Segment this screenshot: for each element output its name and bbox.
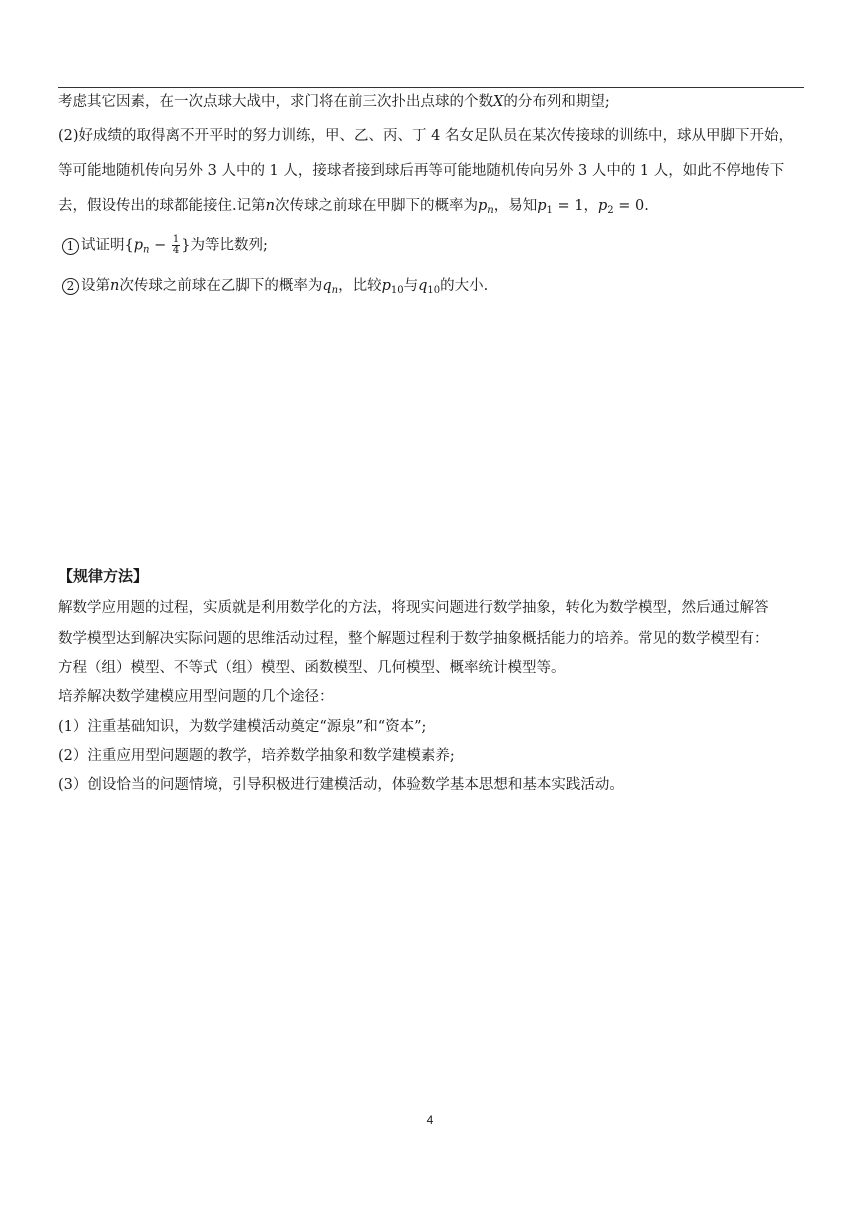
var-p: p	[381, 278, 391, 294]
method-item-2: (2）注重应用型问题题的教学，培养数学抽象和数学建模素养;	[58, 748, 455, 764]
var-x: X	[493, 94, 504, 110]
page-number: 4	[426, 1113, 434, 1127]
method-item-3: (3）创设恰当的问题情境，引导积极进行建模活动，体验数学基本思想和基本实践活动。	[58, 777, 624, 793]
header-rule	[58, 87, 804, 88]
problem-line-3: 等可能地随机传向另外 3 人中的 1 人，接球者接到球后再等可能地随机传向另外 3 人中的 1 人，如此不停地传下	[58, 163, 785, 179]
section-heading: 【规律方法】	[58, 567, 149, 585]
var-n: n	[265, 198, 275, 214]
text: 去，假设传出的球都能接住.记第	[58, 198, 266, 214]
value: = 1	[552, 198, 584, 214]
text: 的大小.	[440, 278, 489, 294]
subscript: n	[331, 285, 339, 296]
text: 次传球之前球在乙脚下的概率为	[119, 278, 323, 294]
var-q: q	[418, 278, 428, 294]
subscript: 10	[390, 285, 404, 296]
var-p: p	[477, 198, 488, 214]
subscript: 10	[427, 285, 441, 296]
var-p: p	[133, 237, 144, 254]
method-paragraph-line-3: 方程（组）模型、不等式（组）模型、函数模型、几何模型、概率统计模型等。	[58, 660, 566, 676]
subscript: 1	[546, 205, 553, 216]
var-n: n	[110, 278, 120, 294]
text: 的分布列和期望;	[503, 94, 610, 110]
minus-sign: −	[149, 237, 171, 254]
text: 次传球之前球在甲脚下的概率为	[274, 198, 478, 214]
value: = 0	[613, 198, 645, 214]
circled-number-icon: 2	[62, 278, 79, 295]
problem-line-2: (2)好成绩的取得离不开平时的努力训练，甲、乙、丙、丁 4 名女足队员在某次传接球的训练中，球从甲脚下开始，	[58, 128, 793, 144]
var-p: p	[537, 198, 547, 214]
sub-question-1	[62, 235, 808, 261]
problem-line-1	[58, 92, 804, 112]
text: ，	[583, 198, 598, 214]
text: 考虑其它因素，在一次点球大战中，求门将在前三次扑出点球的个数	[58, 94, 493, 110]
text: }为等比数列;	[181, 237, 268, 254]
text: ，比较	[338, 278, 382, 294]
text: 与	[403, 278, 419, 294]
fraction	[172, 235, 180, 256]
method-paragraph-line-2: 数学模型达到解决实际问题的思维活动过程，整个解题过程利于数学抽象概括能力的培养。常见的数学模型有：	[58, 631, 769, 647]
var-q: q	[322, 278, 332, 294]
method-intro: 培养解决数学建模应用型问题的几个途径：	[58, 689, 334, 705]
text: .	[644, 198, 649, 214]
method-paragraph-line-1: 解数学应用题的过程，实质就是利用数学化的方法，将现实问题进行数学抽象，转化为数学模型，然后通过解答	[58, 600, 769, 616]
subscript: n	[143, 244, 150, 256]
denominator: 4	[172, 245, 180, 256]
text: 设第	[81, 278, 110, 294]
numerator: 1	[172, 234, 180, 245]
subscript: n	[487, 205, 494, 216]
circled-number-icon: 1	[62, 238, 79, 255]
text: 试证明{	[81, 237, 134, 254]
var-p: p	[597, 198, 608, 214]
problem-line-4	[58, 196, 804, 221]
sub-question-2	[62, 276, 808, 301]
method-item-1: (1）注重基础知识，为数学建模活动奠定“源泉”和“资本”;	[58, 719, 427, 735]
text: ，易知	[493, 198, 538, 214]
subscript: 2	[607, 205, 614, 216]
